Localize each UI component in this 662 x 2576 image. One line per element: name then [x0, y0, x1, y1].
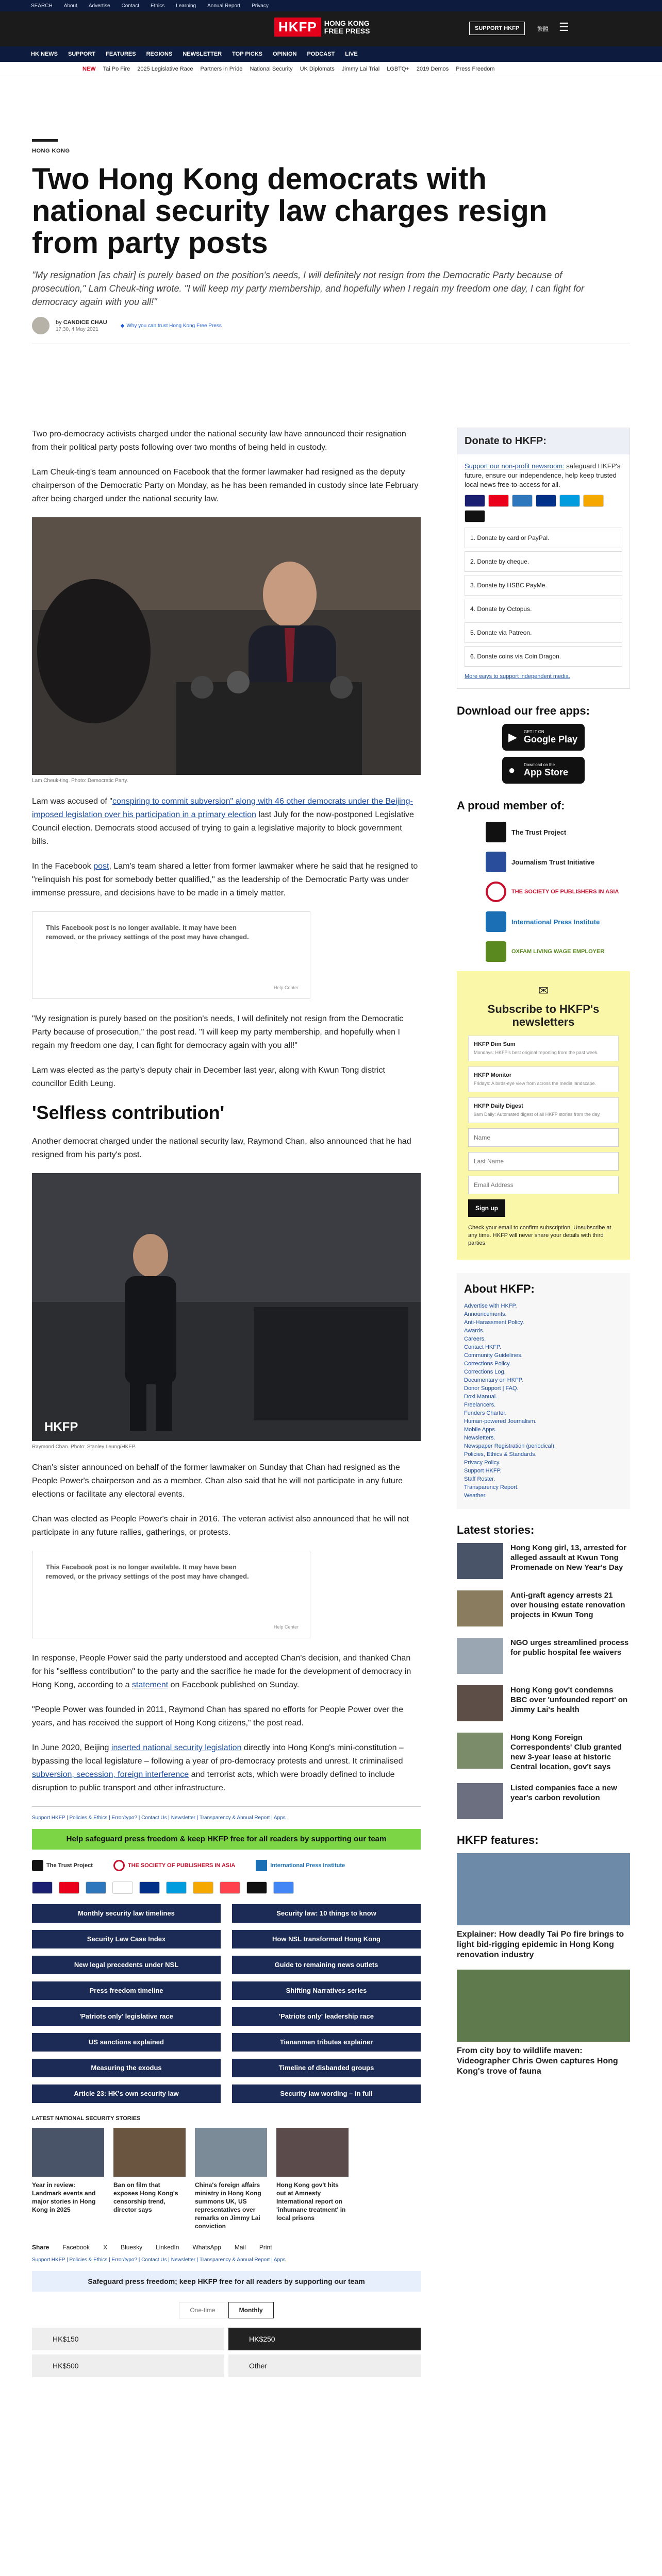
privacy-link[interactable]: Privacy — [252, 3, 269, 9]
logo-line: FREE PRESS — [324, 26, 370, 35]
paragraph: Two pro-democracy activists charged under the national security law have announced their resignation from their political party posts following over two months of being held in custody. — [32, 430, 406, 452]
amount-option[interactable]: Other — [228, 2354, 421, 2377]
member-trust-project[interactable] — [486, 822, 630, 842]
paypal-icon[interactable] — [536, 495, 556, 507]
learning-link[interactable]: Learning — [176, 3, 196, 9]
text: directly into Hong Kong's mini-constitution – bypassing the local legislature – following a year of pro-democracy protests and unrest. It criminalised — [32, 1743, 404, 1766]
byline-prefix: by — [56, 319, 62, 326]
divider — [32, 139, 58, 142]
trust-icon — [32, 1860, 43, 1871]
photo-lam-cheuk-ting[interactable] — [32, 517, 421, 775]
applepay-icon[interactable] — [465, 510, 485, 522]
story-thumbnail[interactable] — [276, 2128, 349, 2177]
story-card[interactable] — [276, 2128, 349, 2230]
google-play-badge[interactable] — [502, 724, 585, 751]
latest-story[interactable] — [457, 1590, 630, 1626]
frequency-toggle — [32, 2302, 421, 2318]
visa-icon[interactable] — [465, 495, 485, 507]
text: last July for the now-postponed Legislative Council election. Democrats stood accused of trying to gain a legislative majority to block government bills. — [32, 810, 414, 846]
timeline-link[interactable]: Measuring the exodus — [32, 2059, 221, 2077]
mastercard-icon[interactable] — [59, 1882, 79, 1894]
about-link[interactable]: Policies, Ethics & Standards. — [464, 1451, 537, 1458]
feature-title[interactable]: Explainer: How deadly Tai Po fire brings to light bid-rigging epidemic in Hong Kong renovation industry — [457, 1930, 624, 1959]
story-card[interactable] — [32, 2128, 104, 2230]
story-thumbnail[interactable] — [457, 1685, 503, 1721]
story-thumbnail[interactable] — [457, 1783, 503, 1819]
related-stories — [32, 2128, 421, 2230]
about-link[interactable]: Weather. — [464, 1493, 487, 1499]
topic-tag[interactable]: Partners in Pride — [200, 65, 243, 72]
newsletter-title: Subscribe to HKFP's newsletters — [487, 1003, 600, 1028]
paragraph: Chan's sister announced on behalf of the former lawmaker on Sunday that Chan had resigned as the People Power's chairperson and as a member. Chan also said that he will not participate in any future elections or facilitate any electoral events. — [32, 1463, 403, 1499]
timeline-link[interactable]: How NSL transformed Hong Kong — [232, 1930, 421, 1948]
timeline-link[interactable]: Article 23: HK's own security law — [32, 2084, 221, 2103]
support-banner[interactable]: Safeguard press freedom; keep HKFP free for all readers by supporting our team — [32, 2271, 421, 2292]
nav-item[interactable]: PODCAST — [307, 51, 335, 57]
logo-label: The Trust Project — [46, 1862, 93, 1869]
top-utility-bar — [0, 0, 662, 11]
photo-watermark: HKFP — [44, 1420, 78, 1434]
about-link[interactable]: Awards. — [464, 1328, 485, 1334]
text: on Facebook published on Sunday. — [168, 1681, 300, 1689]
shield-icon: ◆ — [120, 323, 125, 329]
member-label: THE SOCIETY OF PUBLISHERS IN ASIA — [511, 888, 619, 895]
story-title[interactable]: Hong Kong gov't condemns BBC over 'unfounded report' on Jimmy Lai's health — [510, 1686, 628, 1714]
story-thumbnail[interactable] — [32, 2128, 104, 2177]
amex-icon[interactable] — [512, 495, 533, 507]
text: In June 2020, Beijing — [32, 1743, 111, 1752]
newsletter-signup — [457, 971, 630, 1260]
monthly-option[interactable]: Monthly — [228, 2302, 274, 2318]
inline-link[interactable]: subversion, secession, foreign interference — [32, 1770, 189, 1779]
about-link[interactable]: Funders Charter. — [464, 1410, 507, 1416]
ipi-icon — [486, 911, 506, 932]
article-header — [32, 139, 630, 344]
author-name[interactable]: CANDICE CHAU — [63, 319, 107, 326]
badge-small: Download on the — [524, 762, 555, 767]
photo-caption: Raymond Chan. Photo: Stanley Leung/HKFP. — [32, 1444, 136, 1450]
feature-title[interactable]: From city boy to wildlife maven: Videographer Chris Owen captures Hong Kong's trove of fauna — [457, 2046, 618, 2076]
payme-icon[interactable] — [559, 495, 580, 507]
donate-body — [457, 454, 630, 688]
payment-methods — [465, 495, 622, 522]
about-box — [457, 1273, 630, 1509]
newsletter-note: Check your email to confirm subscription. Unsubscribe at any time. HKFP will never share your details with third parties. — [468, 1225, 611, 1246]
topic-tag[interactable]: Jimmy Lai Trial — [341, 65, 380, 72]
donation-form — [32, 2302, 421, 2377]
share-label: Share — [32, 2244, 49, 2251]
topic-tag[interactable]: National Security — [250, 65, 293, 72]
divider — [32, 1806, 421, 1807]
about-link[interactable]: Corrections Policy. — [464, 1361, 511, 1367]
timeline-link[interactable]: US sanctions explained — [32, 2033, 221, 2052]
donate-way[interactable]: 3. Donate by HSBC PayMe. — [465, 575, 622, 596]
trust-project-icon — [486, 822, 506, 842]
embed-notice: This Facebook post is no longer available. It may have been removed, or the privacy settings of the post may have changed. — [46, 924, 249, 941]
about-link[interactable]: Announcements. — [464, 1311, 507, 1317]
story-thumbnail[interactable] — [457, 1638, 503, 1674]
nav-item[interactable]: TOP PICKS — [232, 51, 263, 57]
donate-way[interactable]: 4. Donate by Octopus. — [465, 599, 622, 619]
sign-up-button[interactable]: Sign up — [468, 1199, 505, 1217]
timeline-link[interactable]: Press freedom timeline — [32, 1981, 221, 2000]
donate-way[interactable]: 1. Donate by card or PayPal. — [465, 528, 622, 548]
logo-label: International Press Institute — [270, 1862, 345, 1869]
member-label: Journalism Trust Initiative — [511, 858, 595, 866]
story-title[interactable]: China's foreign affairs ministry in Hong Kong summons UK, US representatives over remarks on Jimmy Lai conviction — [195, 2181, 261, 2230]
timeline-link[interactable]: Security law: 10 things to know — [232, 1904, 421, 1923]
member-ipi[interactable] — [486, 911, 630, 932]
jti-icon — [486, 852, 506, 872]
about-link[interactable]: Donor Support | FAQ. — [464, 1385, 519, 1392]
about-link[interactable]: Transparency Report. — [464, 1484, 519, 1490]
play-icon: ▶ — [508, 731, 517, 743]
about-link[interactable]: Support HKFP. — [464, 1468, 502, 1474]
feature-image[interactable] — [457, 1853, 630, 1925]
paragraph: "My resignation is purely based on the position's needs, I will definitely not resign from the Democratic Party because of prosecution," the post read. "I will keep my party membership, and hopefully when I regain my freedom one day, I can fight for democracy again with you all!" — [32, 1014, 404, 1050]
story-title[interactable]: Hong Kong Foreign Correspondents' Club granted new 3-year lease at historic Central location, gov't says — [510, 1733, 622, 1771]
feature-image[interactable] — [457, 1970, 630, 2042]
embed-notice: This Facebook post is no longer available. It may have been removed, or the privacy settings of the post may have changed. — [46, 1563, 249, 1580]
story-title[interactable]: Ban on film that exposes Hong Kong's censorship trend, director says — [113, 2181, 178, 2213]
newsletter-option[interactable] — [468, 1097, 619, 1123]
text: , Lam's team shared a letter from former lawmaker where he said that he resigned to "relinquish his post for somebody better qualified," as the leadership of the Democratic Party was under immense pressure, and decisions have to be made in a timely matter. — [32, 862, 418, 897]
share-bar — [32, 2244, 421, 2251]
footer-links[interactable]: Support HKFP | Policies & Ethics | Error/typo? | Contact Us | Newsletter | Transparency & Annual Report | Apps — [32, 1815, 286, 1821]
badge-label: App Store — [524, 767, 569, 777]
story-title[interactable]: Year in review: Landmark events and major stories in Hong Kong in 2025 — [32, 2181, 96, 2213]
ipi-icon — [256, 1860, 267, 1871]
publish-date: 17:30, 4 May 2021 — [56, 326, 98, 332]
unionpay-icon[interactable] — [112, 1882, 133, 1894]
first-name-field[interactable]: Name — [468, 1128, 619, 1147]
story-thumbnail[interactable] — [195, 2128, 267, 2177]
member-sopa[interactable] — [486, 882, 630, 902]
latest-story[interactable] — [457, 1685, 630, 1721]
donate-heading: Donate to HKFP: — [457, 428, 630, 454]
feature-story[interactable] — [457, 1970, 630, 2077]
latest-nsl-heading: LATEST NATIONAL SECURITY STORIES — [32, 2115, 141, 2122]
story-card[interactable] — [195, 2128, 267, 2230]
about-link[interactable]: Doxi Manual. — [464, 1394, 498, 1400]
timeline-link[interactable]: Monthly security law timelines — [32, 1904, 221, 1923]
paragraph: Another democrat charged under the national security law, Raymond Chan, also announced that he had resigned from his party's post. — [32, 1137, 411, 1159]
facebook-embed-unavailable — [32, 911, 310, 999]
article-body — [32, 428, 421, 2377]
language-switch[interactable]: 繁體 — [537, 26, 549, 32]
donate-text: safeguard HKFP's future, ensure our independence, help keep trusted local news free-to-access for all. — [465, 462, 621, 488]
inline-link[interactable]: statement — [131, 1681, 169, 1689]
topic-tag[interactable]: 2025 Legislative Race — [137, 65, 193, 72]
app-store-badge[interactable] — [502, 757, 585, 784]
timeline-links — [32, 1904, 421, 2103]
apple-icon: ● — [508, 764, 516, 776]
topic-tag[interactable]: 2019 Demos — [416, 65, 449, 72]
visa-icon[interactable] — [32, 1882, 53, 1894]
article-standfirst: "My resignation [as chair] is purely based on the position's needs, I will definitely not resign from the Democratic Party because of prosecution," Lam Cheuk-ting wrote. "I will keep my party membership, and hopefully when I regain my freedom one day, I can fight for democracy again with you all!" — [32, 270, 584, 307]
inline-link[interactable]: inserted national security legislation — [111, 1743, 242, 1752]
photo-caption: Lam Cheuk-ting. Photo: Democratic Party. — [32, 778, 128, 784]
photo-illustration — [32, 1173, 421, 1441]
trust-project-logo[interactable] — [32, 1860, 93, 1871]
logo-mark: HKFP — [274, 18, 321, 37]
paragraph: Lam Cheuk-ting's team announced on Facebook that the former lawmaker had resigned as the deputy chairperson of the Democratic Party on Monday, as he has been remanded in custody since late February after being charged under the national security law. — [32, 468, 419, 503]
inline-link[interactable]: post — [93, 862, 109, 871]
nav-item[interactable]: SUPPORT — [68, 51, 96, 57]
last-name-field[interactable]: Last Name — [468, 1152, 619, 1171]
story-thumbnail[interactable] — [457, 1590, 503, 1626]
story-title[interactable]: Listed companies face a new year's carbon revolution — [510, 1784, 617, 1802]
nav-item[interactable]: NEWSLETTER — [183, 51, 222, 57]
about-link[interactable]: Corrections Log. — [464, 1369, 506, 1375]
mastercard-icon[interactable] — [488, 495, 509, 507]
oxfam-icon — [486, 941, 506, 962]
member-heading: A proud member of: — [457, 799, 565, 812]
ethics-link[interactable]: Ethics — [150, 3, 165, 9]
help-center-link[interactable]: Help Center — [273, 1624, 299, 1630]
photo-raymond-chan[interactable] — [32, 1173, 421, 1441]
newsletter-desc: Fridays: A birds-eye view from across the media landscape. — [474, 1081, 597, 1086]
logo-wordmark — [324, 20, 370, 35]
partner-logos — [32, 1860, 421, 1871]
sidebar — [457, 428, 630, 2086]
story-title[interactable]: Hong Kong girl, 13, arrested for alleged assault at Kwun Tong Promenade on New Year's Day — [510, 1544, 627, 1572]
story-thumbnail[interactable] — [457, 1733, 503, 1769]
paragraph — [32, 1741, 421, 1795]
timeline-link[interactable]: New legal precedents under NSL — [32, 1956, 221, 1974]
trust-label[interactable]: Why you can trust Hong Kong Free Press — [126, 323, 222, 329]
latest-story[interactable] — [457, 1543, 630, 1579]
site-logo[interactable] — [274, 18, 370, 37]
story-thumbnail[interactable] — [457, 1543, 503, 1579]
about-link[interactable]: About — [63, 3, 77, 9]
googlepay-icon[interactable] — [273, 1882, 294, 1894]
sopa-logo[interactable] — [113, 1860, 235, 1871]
story-title[interactable]: Anti-graft agency arrests 21 over housing estate renovation projects in Kwun Tong — [510, 1591, 625, 1619]
about-link[interactable]: Documentary on HKFP. — [464, 1377, 523, 1383]
timeline-link[interactable]: 'Patriots only' legislative race — [32, 2007, 221, 2026]
text: Lam was accused of " — [32, 797, 112, 806]
donate-link[interactable]: Support our non-profit newsroom: — [465, 462, 565, 470]
photo-illustration — [32, 517, 421, 775]
topic-tag[interactable]: LGBTQ+ — [387, 65, 409, 72]
contact-link[interactable]: Contact — [121, 3, 139, 9]
about-link[interactable]: Human-powered Journalism. — [464, 1418, 537, 1425]
story-card[interactable] — [113, 2128, 186, 2230]
main-nav — [0, 46, 662, 62]
newsletter-name: HKFP Monitor — [474, 1072, 512, 1078]
site-header — [0, 11, 662, 46]
about-link[interactable]: Newsletters. — [464, 1435, 495, 1441]
text: and terrorist acts, which were broadly defined to include disruption to public transport and other infrastructure. — [32, 1770, 395, 1792]
donate-way[interactable]: 5. Donate via Patreon. — [465, 622, 622, 643]
payment-methods — [32, 1882, 421, 1894]
paragraph: Chan was elected as People Power's chair in 2016. The veteran activist also announced that he will not participate in any future rallies, gatherings, or protests. — [32, 1515, 409, 1537]
member-label: International Press Institute — [511, 918, 600, 926]
octopus-icon[interactable] — [193, 1882, 213, 1894]
paypal-icon[interactable] — [139, 1882, 160, 1894]
apps-heading: Download our free apps: — [457, 704, 590, 717]
story-title[interactable]: NGO urges streamlined process for public hospital fee waivers — [510, 1638, 629, 1657]
inline-link[interactable]: conspiring to commit subversion" along with 46 other democrats under the Beijing-imposed legislation over his participation in a primary election — [32, 797, 413, 819]
nav-item[interactable]: REGIONS — [146, 51, 173, 57]
payme-icon[interactable] — [166, 1882, 187, 1894]
paragraph — [32, 1652, 421, 1692]
timeline-link[interactable]: 'Patriots only' leadership race — [232, 2007, 421, 2026]
share-print[interactable]: Print — [259, 2244, 272, 2251]
timeline-link[interactable]: Security Law Case Index — [32, 1930, 221, 1948]
sopa-icon — [113, 1860, 125, 1871]
member-jti[interactable] — [486, 852, 630, 872]
badge-small: GET IT ON — [524, 730, 544, 734]
share-bluesky[interactable]: Bluesky — [121, 2244, 143, 2251]
timeline-link[interactable]: Guide to remaining news outlets — [232, 1956, 421, 1974]
annual-report-link[interactable]: Annual Report — [207, 3, 241, 9]
search-link[interactable]: SEARCH — [31, 3, 53, 9]
author[interactable] — [56, 319, 107, 326]
topic-tag[interactable]: Press Freedom — [456, 65, 495, 72]
newsletter-desc: 9am Daily: Automated digest of all HKFP stories from the day. — [474, 1112, 601, 1117]
newsletter-option[interactable] — [468, 1036, 619, 1061]
logo-line: HONG KONG — [324, 19, 370, 27]
about-link[interactable]: Contact HKFP. — [464, 1344, 501, 1350]
one-time-option[interactable]: One-time — [179, 2302, 226, 2318]
mail-icon: ✉ — [538, 984, 549, 998]
amount-option-selected[interactable]: HK$250 — [228, 2328, 421, 2350]
nav-item[interactable]: LIVE — [345, 51, 358, 57]
about-link[interactable]: Newspaper Registration (periodical). — [464, 1443, 556, 1449]
hamburger-menu-icon[interactable]: ☰ — [559, 21, 569, 33]
support-banner[interactable]: Help safeguard press freedom & keep HKFP free for all readers by supporting our team — [32, 1829, 421, 1850]
patreon-icon[interactable] — [220, 1882, 240, 1894]
about-link[interactable]: Careers. — [464, 1336, 486, 1342]
logo-label: THE SOCIETY OF PUBLISHERS IN ASIA — [127, 1862, 236, 1869]
newsletter-name: HKFP Daily Digest — [474, 1103, 523, 1109]
timeline-link[interactable]: Timeline of disbanded groups — [232, 2059, 421, 2077]
latest-story[interactable] — [457, 1638, 630, 1674]
newsletter-option[interactable] — [468, 1066, 619, 1092]
newsletter-desc: Mondays: HKFP's best original reporting from the past week. — [474, 1050, 599, 1055]
more-ways-link[interactable]: More ways to support independent media. — [465, 673, 570, 680]
trust-link[interactable] — [121, 323, 222, 329]
byline — [32, 317, 630, 334]
donate-way[interactable]: 2. Donate by cheque. — [465, 551, 622, 572]
donate-way[interactable]: 6. Donate coins via Coin Dragon. — [465, 646, 622, 667]
paragraph: "People Power was founded in 2011, Raymond Chan has spared no efforts for People Power over the years, and has received the support of Hong Kong citizens," the post read. — [32, 1705, 404, 1727]
about-link[interactable]: Anti-Harassment Policy. — [464, 1319, 524, 1326]
about-link[interactable]: Mobile Apps. — [464, 1427, 496, 1433]
about-link[interactable]: Advertise with HKFP. — [464, 1303, 517, 1309]
newsletter-name: HKFP Dim Sum — [474, 1041, 516, 1047]
donate-widget — [457, 428, 630, 689]
facebook-embed-unavailable — [32, 1551, 310, 1638]
paragraph — [32, 795, 421, 849]
share-linkedin[interactable]: LinkedIn — [156, 2244, 179, 2251]
about-link[interactable]: Privacy Policy. — [464, 1460, 501, 1466]
badge-label: Google Play — [524, 734, 578, 744]
share-whatsapp[interactable]: WhatsApp — [192, 2244, 221, 2251]
amount-option[interactable]: HK$500 — [32, 2354, 224, 2377]
story-title[interactable]: Hong Kong gov't hits out at Amnesty International report on 'inhumane treatment' in local prisons — [276, 2181, 346, 2222]
topic-tags — [0, 62, 662, 76]
advertise-link[interactable]: Advertise — [88, 3, 110, 9]
applepay-icon[interactable] — [246, 1882, 267, 1894]
octopus-icon[interactable] — [583, 495, 604, 507]
sopa-icon — [486, 882, 506, 902]
feature-story[interactable] — [457, 1853, 630, 1960]
author-avatar[interactable] — [32, 317, 49, 334]
about-heading: About HKFP: — [464, 1282, 535, 1295]
paragraph — [32, 860, 421, 900]
member-label: OXFAM LIVING WAGE EMPLOYER — [511, 948, 605, 955]
story-thumbnail[interactable] — [113, 2128, 186, 2177]
topic-tag[interactable]: Tai Po Fire — [103, 65, 130, 72]
new-label: NEW — [82, 65, 96, 72]
nav-item[interactable]: OPINION — [273, 51, 297, 57]
share-x[interactable]: X — [103, 2244, 108, 2251]
timeline-link[interactable]: Shifting Narratives series — [232, 1981, 421, 2000]
nav-item[interactable]: FEATURES — [106, 51, 136, 57]
features-heading: HKFP features: — [457, 1834, 539, 1846]
member-oxfam[interactable] — [486, 941, 630, 962]
amount-option[interactable]: HK$150 — [32, 2328, 224, 2350]
paragraph: Lam was elected as the party's deputy chair in December last year, along with Kwun Tong district councillor Edith Leung. — [32, 1066, 385, 1088]
about-list — [464, 1302, 623, 1500]
amount-options — [32, 2328, 421, 2377]
section-heading: 'Selfless contribution' — [32, 1102, 225, 1123]
footer-links[interactable]: Support HKFP | Policies & Ethics | Error/typo? | Contact Us | Newsletter | Transparency & Annual Report | Apps — [32, 2257, 286, 2263]
share-facebook[interactable]: Facebook — [62, 2244, 90, 2251]
about-link[interactable]: Community Guidelines. — [464, 1352, 523, 1359]
latest-story[interactable] — [457, 1733, 630, 1772]
amex-icon[interactable] — [86, 1882, 106, 1894]
member-label: The Trust Project — [511, 828, 567, 836]
help-center-link[interactable]: Help Center — [273, 985, 299, 990]
nav-item[interactable]: HK NEWS — [31, 51, 58, 57]
article-category[interactable]: HONG KONG — [32, 148, 70, 154]
ipi-logo[interactable] — [256, 1860, 345, 1871]
share-mail[interactable]: Mail — [234, 2244, 246, 2251]
email-field[interactable]: Email Address — [468, 1176, 619, 1194]
about-link[interactable]: Staff Roster. — [464, 1476, 495, 1482]
topic-tag[interactable]: UK Diplomats — [300, 65, 335, 72]
text: In the Facebook — [32, 862, 94, 871]
timeline-link[interactable]: Tiananmen tributes explainer — [232, 2033, 421, 2052]
article-title: Two Hong Kong democrats with national security law charges resign from party posts — [32, 162, 548, 260]
latest-heading: Latest stories: — [457, 1523, 535, 1536]
about-link[interactable]: Freelancers. — [464, 1402, 496, 1408]
timeline-link[interactable]: Security law wording – in full — [232, 2084, 421, 2103]
text: In response, People Power said the party understood and accepted Chan's decision, and thanked Chan for his "selfless contribution" to the party and the sacrifice he made for the development of democracy in Hong Kong, according to a — [32, 1654, 411, 1689]
latest-story[interactable] — [457, 1783, 630, 1819]
support-hkfp-button[interactable]: SUPPORT HKFP — [469, 22, 525, 35]
